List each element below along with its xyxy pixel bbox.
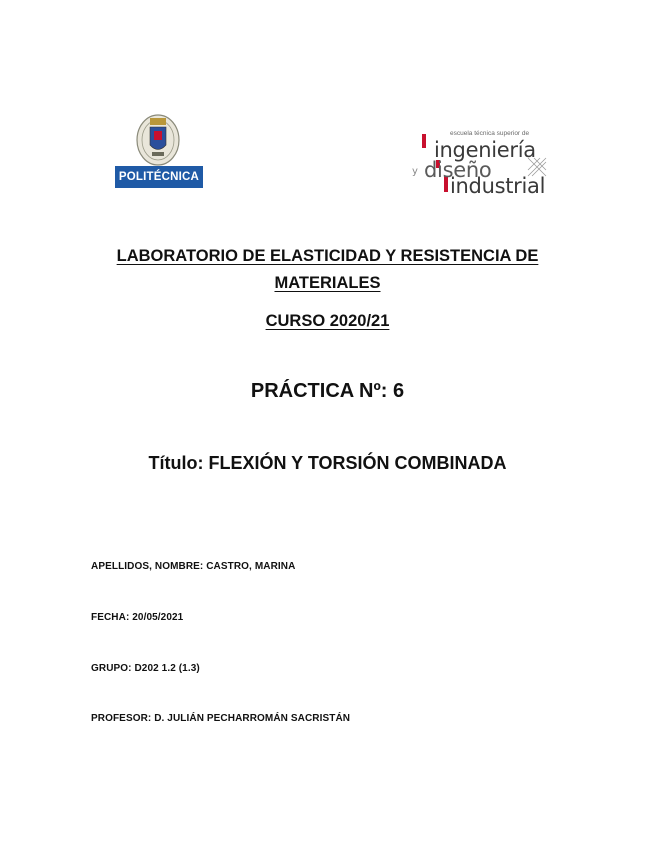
group-field: GRUPO: D202 1.2 (1.3) [91,663,200,674]
student-name-field: APELLIDOS, NOMBRE: CASTRO, MARINA [91,561,296,572]
etsidi-grid-icon [526,156,548,178]
professor-field: PROFESOR: D. JULIÁN PECHARROMÁN SACRISTÁN [91,713,351,724]
etsidi-connector: y [412,166,418,177]
course-text: CURSO 2020/21 [265,312,390,330]
lab-heading [0,243,655,297]
upm-wordmark: POLITÉCNICA [115,166,203,188]
practice-number: PRÁCTICA Nº: 6 [250,380,405,402]
lab-heading-line1: LABORATORIO DE ELASTICIDAD Y RESISTENCIA DE [116,247,539,265]
etsidi-tagline: escuela técnica superior de [450,130,530,137]
upm-logo [115,112,203,188]
etsidi-line-diseno: diseño [424,158,492,182]
etsidi-line-ingenieria: ingeniería [434,138,536,162]
practice-title: Título: FLEXIÓN Y TORSIÓN COMBINADA [148,453,507,473]
etsidi-line-industrial: industrial [450,174,546,198]
course-heading [0,312,655,331]
upm-seal-icon [135,112,181,167]
lab-heading-line2: MATERIALES [274,274,381,292]
date-field: FECHA: 20/05/2021 [91,612,184,623]
etsidi-logo [406,126,556,198]
